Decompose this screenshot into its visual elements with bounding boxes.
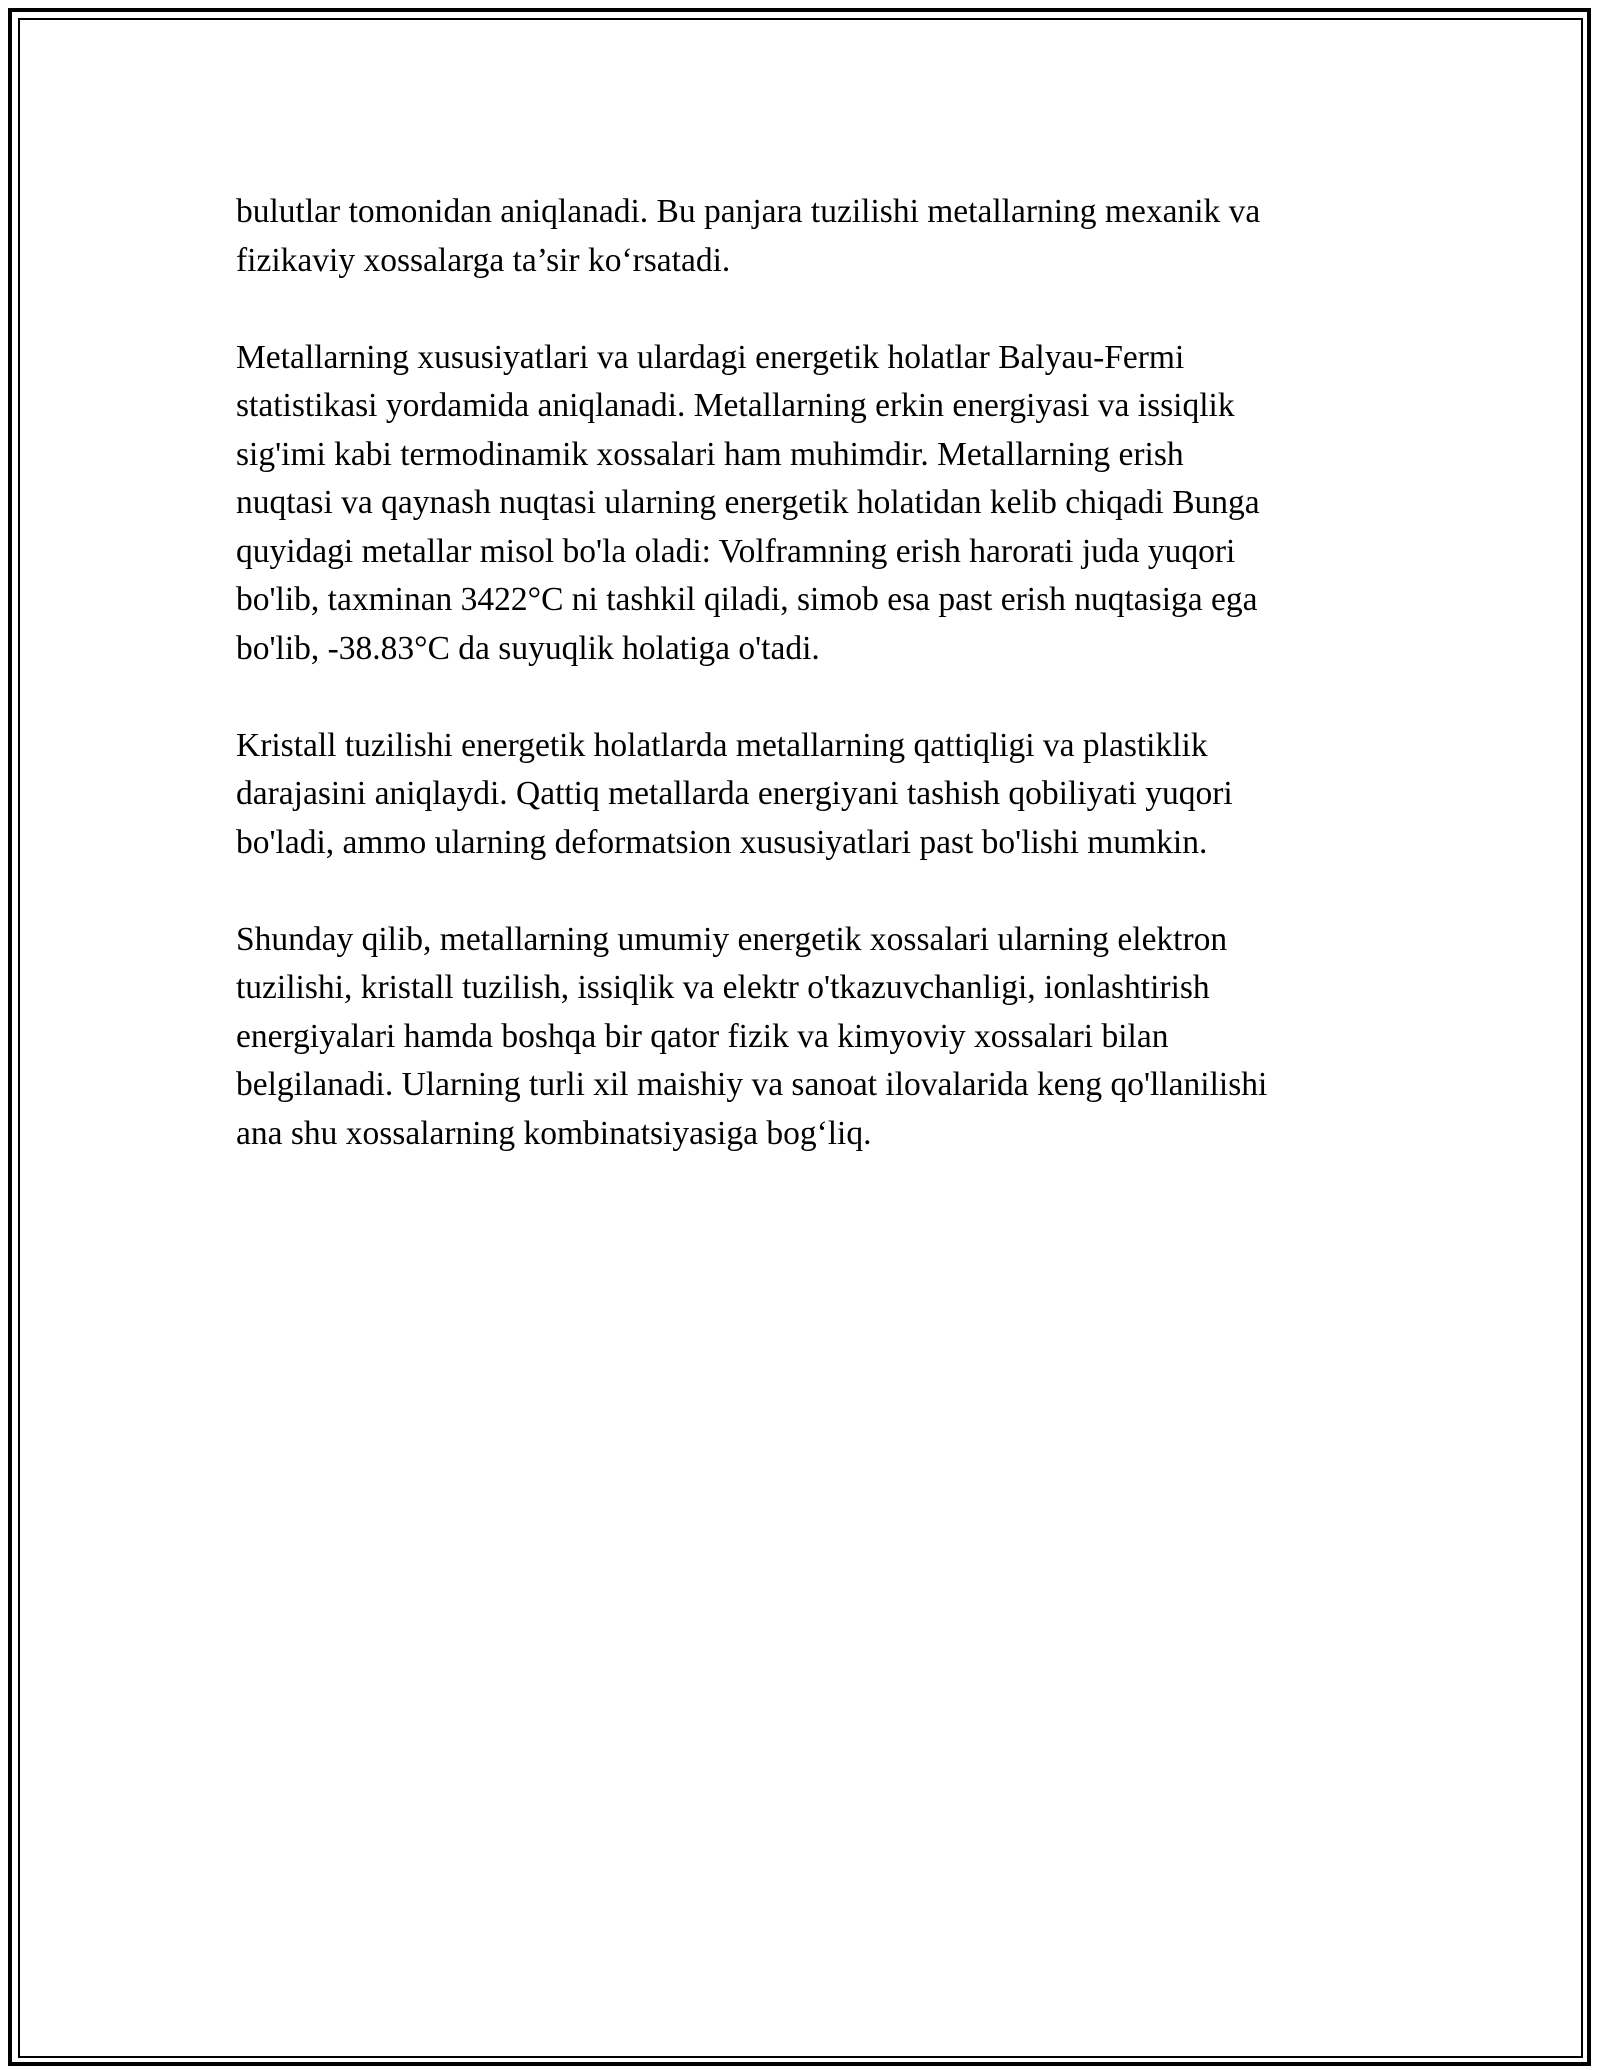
paragraph-1: bulutlar tomonidan aniqlanadi. Bu panjara tuzilishi metallarning mexanik va fizikaviy xossalarga ta’sir ko‘rsatadi. bbox=[236, 193, 1261, 279]
paragraph-2: Metallarning xususiyatlari va ulardagi energetik holatlar Balyau-Fermi statistikasi yordamida aniqlanadi. Metallarning erkin energiyasi va issiqlik sig'imi kabi termodinamik xossalari ham muhimdir. Metallarning erish nuqtasi va qaynash nuqtasi ularning energetik holatidan kelib chiqadi Bunga quyidagi metallar misol bo'la oladi: Volframning erish harorati juda yuqori bo'lib, taxminan 3422°C ni tashkil qiladi, simob esa past erish nuqtasiga ega bo'lib, -38.83°C da suyuqlik holatiga o'tadi. bbox=[236, 338, 1260, 667]
paragraph-3: Kristall tuzilishi energetik holatlarda metallarning qattiqligi va plastiklik darajasini aniqlaydi. Qattiq metallarda energiyani tashish qobiliyati yuqori bo'ladi, ammo ularning deformatsion xususiyatlari past bo'lishi mumkin. bbox=[236, 726, 1233, 861]
paragraph-4: Shunday qilib, metallarning umumiy energetik xossalari ularning elektron tuzilishi, kristall tuzilish, issiqlik va elektr o'tkazuvchanligi, ionlashtirish energiyalari hamda boshqa bir qator fizik va kimyoviy xossalari bilan belgilanadi. Ularning turli xil maishiy va sanoat ilovalarida keng qo'llanilishi ana shu xossalarning kombinatsiyasiga bog‘liq. bbox=[236, 920, 1268, 1152]
document-body bbox=[236, 188, 1386, 1207]
